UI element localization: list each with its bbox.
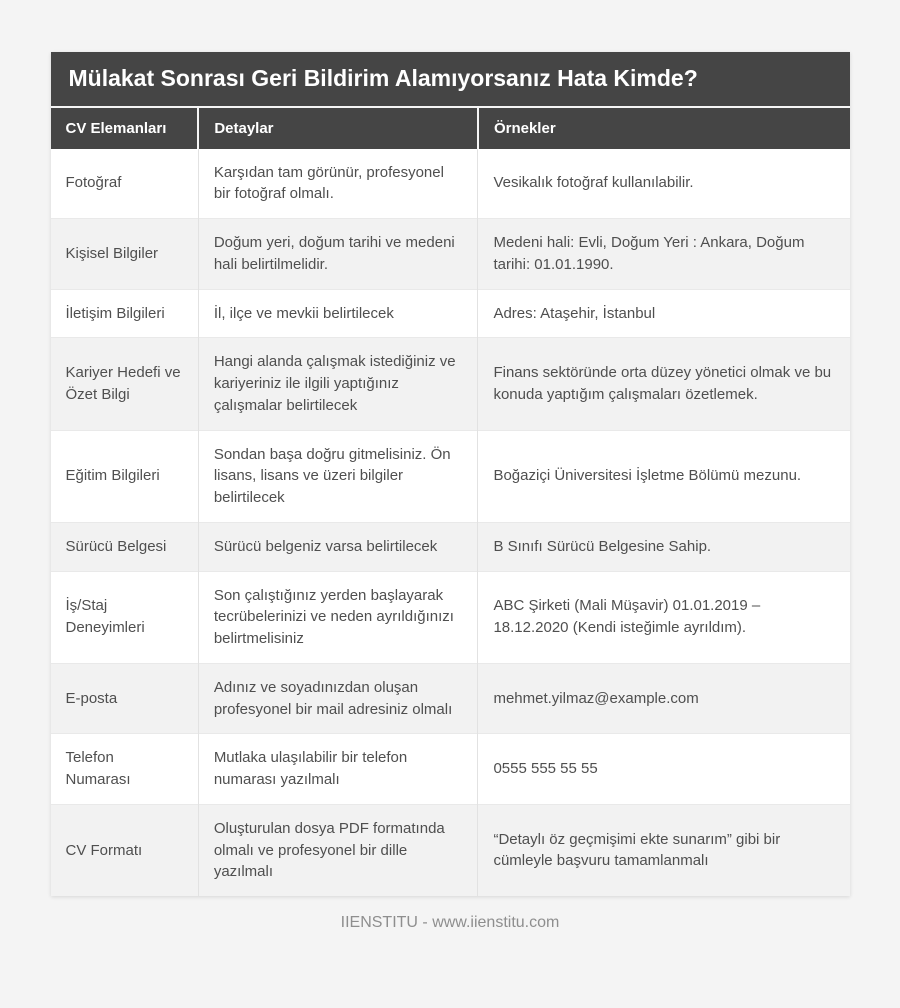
cv-element-cell: Kişisel Bilgiler [51,219,199,290]
table-row [51,289,850,338]
example-cell: 0555 555 55 55 [478,734,850,805]
example-cell: Adres: Ataşehir, İstanbul [478,289,850,338]
cv-element-cell: Fotoğraf [65,174,122,192]
detail-cell: Son çalıştığınız yerden başlayarak tecrübelerinizi ve neden ayrıldığınızı belirtmelisiniz [198,571,478,663]
table-row [51,149,850,219]
cv-element-cell: İletişim Bilgileri [51,289,199,338]
table-row [51,430,850,522]
cv-element-cell: İş/Staj Deneyimleri [51,571,199,663]
detail-cell: Karşıdan tam görünür, profesyonel bir fotoğraf olmalı. [198,149,478,219]
column-header-ornekler: Örnekler [478,108,850,149]
cv-element-cell: Sürücü Belgesi [51,522,199,571]
cv-element-cell: E-posta [51,663,199,734]
cv-element-cell: CV Formatı [51,804,199,896]
page-title: Mülakat Sonrası Geri Bildirim Alamıyorsanız Hata Kimde? [51,52,850,108]
table-row [51,219,850,290]
cv-table [51,108,850,897]
example-cell: B Sınıfı Sürücü Belgesine Sahip. [478,522,850,571]
page [0,52,900,1008]
table-row [51,338,850,430]
detail-cell: Sürücü belgeniz varsa belirtilecek [198,522,478,571]
cv-element-cell: Kariyer Hedefi ve Özet Bilgi [51,338,199,430]
example-cell: Vesikalık fotoğraf kullanılabilir. [478,149,850,219]
example-cell: Finans sektöründe orta düzey yönetici olmak ve bu konuda yaptığım çalışmaları özetlemek. [478,338,850,430]
example-cell: Boğaziçi Üniversitesi İşletme Bölümü mezunu. [478,430,850,522]
table-header-row [51,108,850,149]
cv-element-cell: Telefon Numarası [51,734,199,805]
table-row [51,522,850,571]
content-card [51,52,850,896]
table-row [51,571,850,663]
detail-cell: Sondan başa doğru gitmelisiniz. Ön lisans, lisans ve üzeri bilgiler belirtilecek [198,430,478,522]
column-header-cv-elemanlari: CV Elemanları [51,108,199,149]
example-cell: mehmet.yilmaz@example.com [478,663,850,734]
example-cell: Medeni hali: Evli, Doğum Yeri : Ankara, Doğum tarihi: 01.01.1990. [478,219,850,290]
detail-cell: Adınız ve soyadınızdan oluşan profesyonel bir mail adresiniz olmalı [198,663,478,734]
page-footer: IIENSTITU - www.iienstitu.com [340,914,560,932]
cv-element-cell: Eğitim Bilgileri [51,430,199,522]
detail-cell: Hangi alanda çalışmak istediğiniz ve kariyeriniz ile ilgili yaptığınız çalışmalar belirtilecek [198,338,478,430]
table-row [51,734,850,805]
table-body [51,149,850,897]
example-cell: “Detaylı öz geçmişimi ekte sunarım” gibi bir cümleyle başvuru tamamlanmalı [478,804,850,896]
detail-cell: Mutlaka ulaşılabilir bir telefon numarası yazılmalı [198,734,478,805]
table-row [51,663,850,734]
column-header-detaylar: Detaylar [198,108,478,149]
example-cell: ABC Şirketi (Mali Müşavir) 01.01.2019 – 18.12.2020 (Kendi isteğimle ayrıldım). [478,571,850,663]
detail-cell: Doğum yeri, doğum tarihi ve medeni hali belirtilmelidir. [198,219,478,290]
detail-cell: İl, ilçe ve mevkii belirtilecek [198,289,478,338]
table-row [51,804,850,896]
detail-cell: Oluşturulan dosya PDF formatında olmalı ve profesyonel bir dille yazılmalı [198,804,478,896]
